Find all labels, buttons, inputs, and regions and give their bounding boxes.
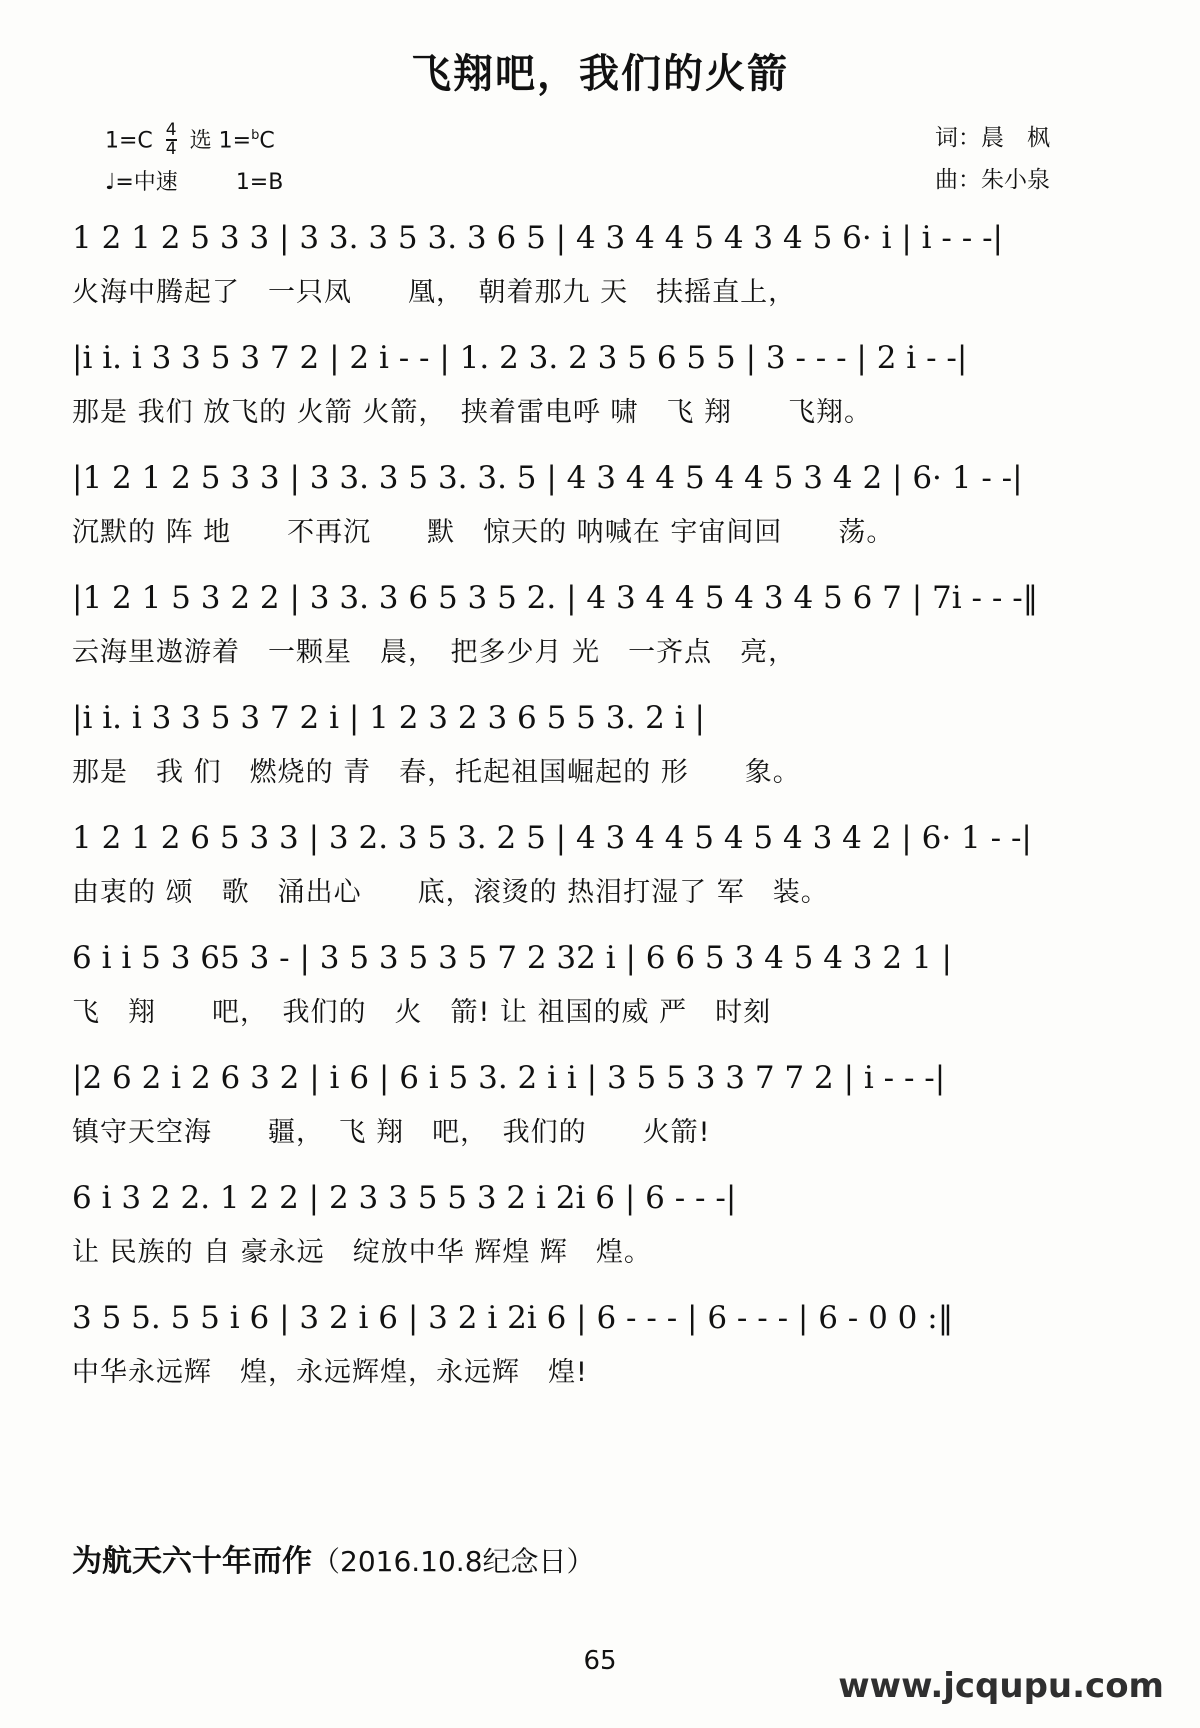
lyrics-line: 镇守天空海 疆， 飞 翔 吧， 我们的 火箭! <box>72 1117 711 1148</box>
score-system <box>72 927 1130 1041</box>
notation-line: 3 5 5. 5 5 i 6 | 3 2 i 6 | 3 2 i 2i 6 | 6 - - - | 6 - - - | 6 - 0 0 :‖ <box>72 1300 954 1336</box>
lyrics-line: 让 民族的 自 豪永远 绽放中华 辉煌 辉 煌。 <box>72 1237 652 1268</box>
score-system <box>72 1167 1130 1281</box>
footnote <box>72 1536 595 1580</box>
lyricist-credit: 词：晨 枫 <box>935 125 1050 151</box>
tempo-marking: ♩=中速 <box>105 170 178 196</box>
site-watermark: www.jcqupu.com <box>838 1666 1164 1706</box>
page-number: 65 <box>583 1646 617 1676</box>
page-title: 飞翔吧，我们的火箭 <box>411 51 789 97</box>
music-score <box>0 207 1200 1401</box>
notation-line: 6 i i 5 3 65 3 - | 3 5 3 5 3 5 7 2 32 i | 6 6 5 3 4 5 4 3 2 1 | <box>72 940 952 976</box>
lyrics-line: 飞 翔 吧， 我们的 火 箭! 让 祖国的威 严 时刻 <box>72 997 772 1028</box>
lyrics-line: 云海里遨游着 一颗星 晨， 把多少月 光 一齐点 亮， <box>72 637 797 668</box>
footnote-paren-text: （2016.10.8纪念日） <box>312 1545 595 1578</box>
score-system <box>72 1047 1130 1161</box>
key-line-1-mid: 选 <box>189 128 212 154</box>
key-signature-1: 1=C <box>105 128 153 154</box>
score-header <box>0 115 1200 201</box>
key-line-2-note: B <box>268 170 284 196</box>
time-signature-numerator: 4 <box>165 120 177 141</box>
notation-line: |1 2 1 5 3 2 2 | 3 3. 3 6 5 3 5 2. | 4 3 4 4 5 4 3 4 5 6 7 | 7i - - -‖ <box>72 580 1039 616</box>
score-system <box>72 327 1130 441</box>
composer-credit: 曲：朱小泉 <box>935 167 1050 193</box>
time-signature-denominator: 4 <box>165 139 177 160</box>
score-system <box>72 807 1130 921</box>
time-signature <box>166 122 177 158</box>
notation-line: 1 2 1 2 5 3 3 | 3 3. 3 5 3. 3 6 5 | 4 3 4 4 5 4 3 4 5 6· i | i - - -| <box>72 220 1003 256</box>
lyrics-line: 沉默的 阵 地 不再沉 默 惊天的 呐喊在 宇宙间回 荡。 <box>72 517 895 548</box>
key-line-1-note: C <box>259 128 275 154</box>
score-system <box>72 447 1130 561</box>
notation-line: |i i. i 3 3 5 3 7 2 i | 1 2 3 2 3 6 5 5 3. 2 i | <box>72 700 705 736</box>
lyrics-line: 那是 我们 放飞的 火箭 火箭， 挟着雷电呼 啸 飞 翔 飞翔。 <box>72 397 872 428</box>
notation-line: |i i. i 3 3 5 3 7 2 | 2 i - - | 1. 2 3. 2 3 5 6 5 5 | 3 - - - | 2 i - -| <box>72 340 968 376</box>
key-line-2 <box>105 162 283 204</box>
credits-block <box>935 117 1050 201</box>
lyrics-line: 那是 我 们 燃烧的 青 春，托起祖国崛起的 形 象。 <box>72 757 801 788</box>
key-line-2-suffix: 1= <box>235 170 269 196</box>
lyrics-line: 中华永远辉 煌，永远辉煌，永远辉 煌! <box>72 1357 588 1388</box>
key-line-1-suffix: 1= <box>218 128 252 154</box>
footnote-bold-text: 为航天六十年而作 <box>72 1544 312 1579</box>
score-system <box>72 687 1130 801</box>
flat-sign: b <box>251 128 260 143</box>
notation-line: 6 i 3 2 2. 1 2 2 | 2 3 3 5 5 3 2 i 2i 6 | 6 - - -| <box>72 1180 737 1216</box>
lyrics-line: 由衷的 颂 歌 涌出心 底，滚烫的 热泪打湿了 军 装。 <box>72 877 829 908</box>
notation-line: |2 6 2 i 2 6 3 2 | i 6 | 6 i 5 3. 2 i i | 3 5 5 3 3 7 7 2 | i - - -| <box>72 1060 946 1096</box>
score-system <box>72 567 1130 681</box>
notation-line: 1 2 1 2 6 5 3 3 | 3 2. 3 5 3. 2 5 | 4 3 4 4 5 4 5 4 3 4 2 | 6· 1 - -| <box>72 820 1032 856</box>
key-and-tempo-block <box>105 115 283 204</box>
score-system <box>72 1287 1130 1401</box>
score-system <box>72 207 1130 321</box>
key-line-1 <box>105 115 283 162</box>
notation-line: |1 2 1 2 5 3 3 | 3 3. 3 5 3. 3. 5 | 4 3 4 4 5 4 4 5 3 4 2 | 6· 1 - -| <box>72 460 1023 496</box>
lyrics-line: 火海中腾起了 一只凤 凰， 朝着那九 天 扶摇直上， <box>72 277 797 308</box>
